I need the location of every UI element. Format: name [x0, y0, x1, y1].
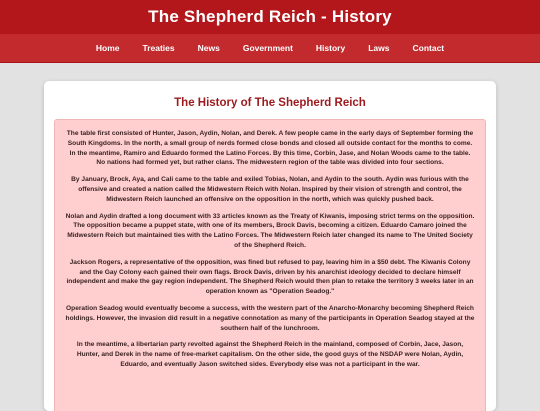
spacer — [0, 63, 540, 81]
history-paragraph: Jackson Rogers, a representative of the opposition, was fined but refused to pay, leaving him in a $50 debt. The Kiwanis Colony and the Gay Colony each gained their own flags. Brock Davis, driven by his anarchist ideology decided to declare himself independent and make the gay region independent. The Shepherd Reich would then plan to retake the territory 3 weeks later in an operation known as "Operation Seadog." — [66, 258, 474, 296]
nav-item-news[interactable]: News — [197, 43, 220, 53]
history-paragraph: By January, Brock, Aya, and Cali came to the table and exiled Tobias, Nolan, and Aydin to the south. Aydin was furious with the offensive and created a nation called the Midwestern Reich with Nolan. Inspired by their vision of strength and control, the Midwestern Reich launched an offensive on the opposition in the north, which was quickly pushed back. — [71, 176, 469, 203]
nav-item-history[interactable]: History — [315, 43, 346, 53]
page-title: The History of The Shepherd Reich — [174, 97, 366, 109]
history-content — [54, 119, 486, 411]
content-card — [44, 81, 496, 411]
site-header — [0, 0, 540, 34]
nav-item-home[interactable]: Home — [95, 43, 120, 53]
main-nav — [0, 34, 540, 63]
nav-item-laws[interactable]: Laws — [368, 43, 390, 53]
nav-item-treaties[interactable]: Treaties — [142, 43, 175, 53]
nav-item-contact[interactable]: Contact — [412, 43, 445, 53]
nav-item-government[interactable]: Government — [242, 43, 293, 53]
site-title: The Shepherd Reich - History — [148, 7, 392, 26]
history-paragraph: Nolan and Aydin drafted a long document with 33 articles known as the Treaty of Kiwanis, imposing strict terms on the opposition. The opposition became a puppet state, with one of its members, Brock Davis, becoming a citizen. Eduardo Camaro joined the Midwestern Reich but maintained ties with the Latino Forces. The Midwestern Reich later changed its name to The United Society of the Shepherd Reich. — [65, 212, 475, 249]
history-paragraph: Operation Seadog would eventually become a success, with the western part of the Anarcho-Monarchy becoming Shepherd Reich holdings. However, the invasion did result in a negative connotation as many of the participants in Operation Seadog stayed at the southern half of the lunchroom. — [65, 304, 475, 332]
history-paragraph: The table first consisted of Hunter, Jason, Aydin, Nolan, and Derek. A few people came in the early days of September forming the South Kingdoms. In the north, a small group of nerds formed close bonds and closed all outside contact for the months to come. In the meantime, Ramiro and Eduardo formed the Latino Forces. By this time, Corbin, Jase, and Nolan Woods came to the table. No nations had formed yet, but rather clans. The midwestern region of the table was divided into four sections. — [66, 130, 474, 167]
history-paragraph: In the meantime, a libertarian party revolted against the Shepherd Reich in the mainland, composed of Corbin, Jace, Jason, Hunter, and Derek in the name of free-market capitalism. On the other side, the good guys of the NSDAP were Nolan, Aydin, Eduardo, and eventually Jason switched sides. Everybody else was not a participant in the war. — [76, 341, 464, 368]
